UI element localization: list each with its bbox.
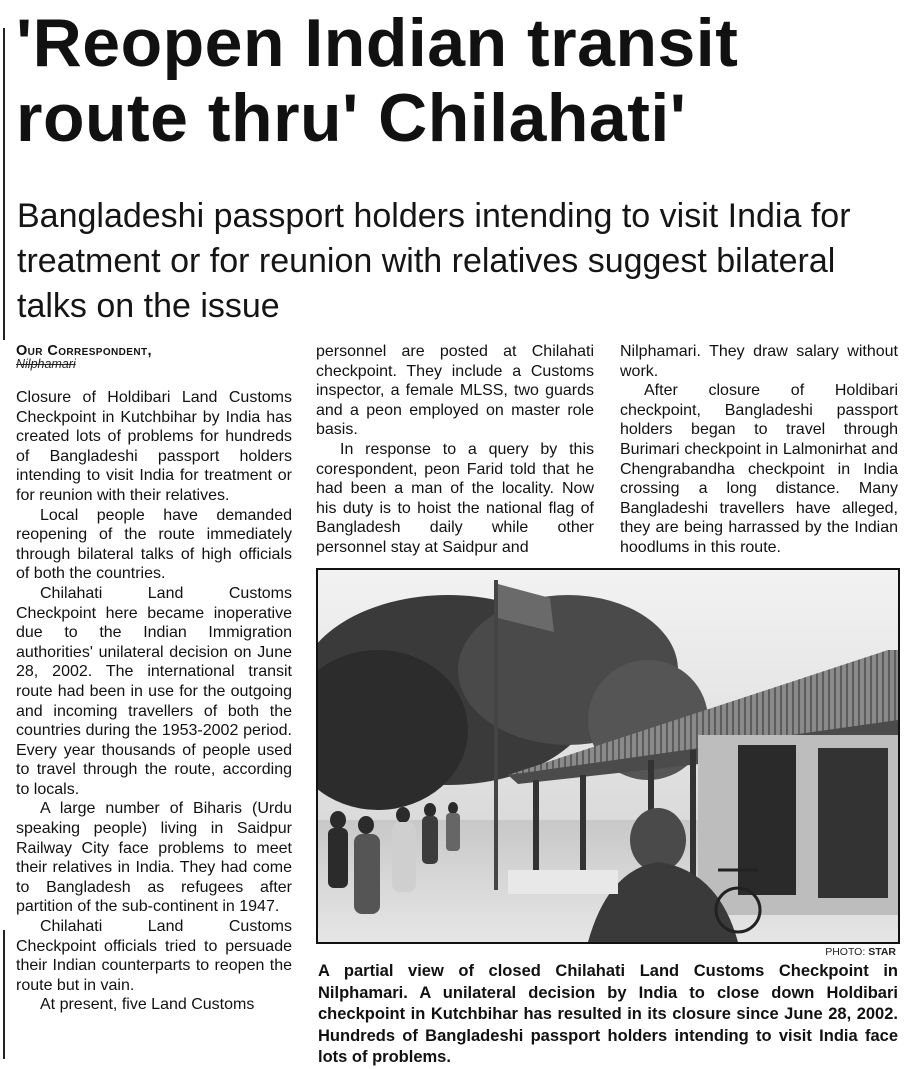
column-rule-lower: [3, 930, 5, 1059]
paragraph: Closure of Holdibari Land Customs Checkpoint in Kutchbihar by India has created lots of problems for hundreds of Bangladeshi passport holders intending to visit India for treatment or for reunion with their relatives.: [16, 389, 292, 504]
paragraph: Nilphamari. They draw salary without work.: [620, 343, 898, 380]
paragraph: personnel are posted at Chilahati checkpoint. They include a Customs inspector, a female MLSS, two guards and a peon employed on master role basis.: [316, 343, 594, 439]
photo-credit: [820, 946, 896, 958]
paragraph: After closure of Holdibari checkpoint, Bangladeshi passport holders began to travel through Burimari checkpoint in Lalmonirhat and Chengrabandha checkpoint in India crossing a long distance. Many Bangladeshi travellers have alleged, they are being harrassed by the Indian hoodlums in this route.: [620, 382, 898, 556]
paragraph: Chilahati Land Customs Checkpoint officials tried to persuade their Indian counterparts to reopen the route but in vain.: [16, 918, 292, 994]
deck-subheadline: Bangladeshi passport holders intending to visit India for treatment or for reunion with relatives suggest bilateral talks on the issue: [17, 197, 851, 325]
paragraph: In response to a query by this corespondent, peon Farid told that he had been a man of the locality. Now his duty is to hoist the national flag of Bangladesh daily while other personnel stay at Saidpur and: [316, 440, 594, 556]
article-column-2: [316, 342, 594, 558]
paragraph: Local people have demanded reopening of the route immediately through bilateral talks of high officials of both the countries.: [16, 506, 292, 583]
headline: 'Reopen Indian transit route thru' Chilahati': [16, 5, 739, 156]
photo-caption: A partial view of closed Chilahati Land Customs Checkpoint in Nilphamari. A unilateral decision by India to close down Holdibari checkpoint in Kutchbihar has resulted in its closure since June 28, 2002. Hundreds of Bangladeshi passport holders intending to visit India face lots of problems.: [318, 962, 898, 1066]
photo-credit-label: PHOTO:: [825, 946, 866, 958]
photo-credit-source: STAR: [868, 946, 896, 958]
checkpoint-photo-illustration: [318, 570, 898, 942]
paragraph: Chilahati Land Customs Checkpoint here became inoperative due to the Indian Immigration authorities' unilateral decision on June 28, 2002. The international transit route had been in use for the outgoing and incoming travellers of both the countries during the 1953-2002 period. Every year thousands of people used to travel through the route, according to locals.: [16, 584, 292, 798]
column-rule: [3, 28, 5, 340]
paragraph: At present, five Land Customs: [40, 996, 255, 1014]
paragraph: A large number of Biharis (Urdu speaking people) living in Saidpur Railway City face problems to meet their relatives in India. They had come to Bangladesh as refugees after partition of the sub-continent in 1947.: [16, 800, 292, 916]
article-column-1: [16, 388, 292, 1015]
byline-place: Nilphamari: [16, 357, 76, 371]
byline-name: Our Correspondent,: [16, 343, 152, 359]
news-photo: [316, 568, 900, 944]
byline: [16, 343, 292, 371]
article-column-3: [620, 342, 898, 558]
